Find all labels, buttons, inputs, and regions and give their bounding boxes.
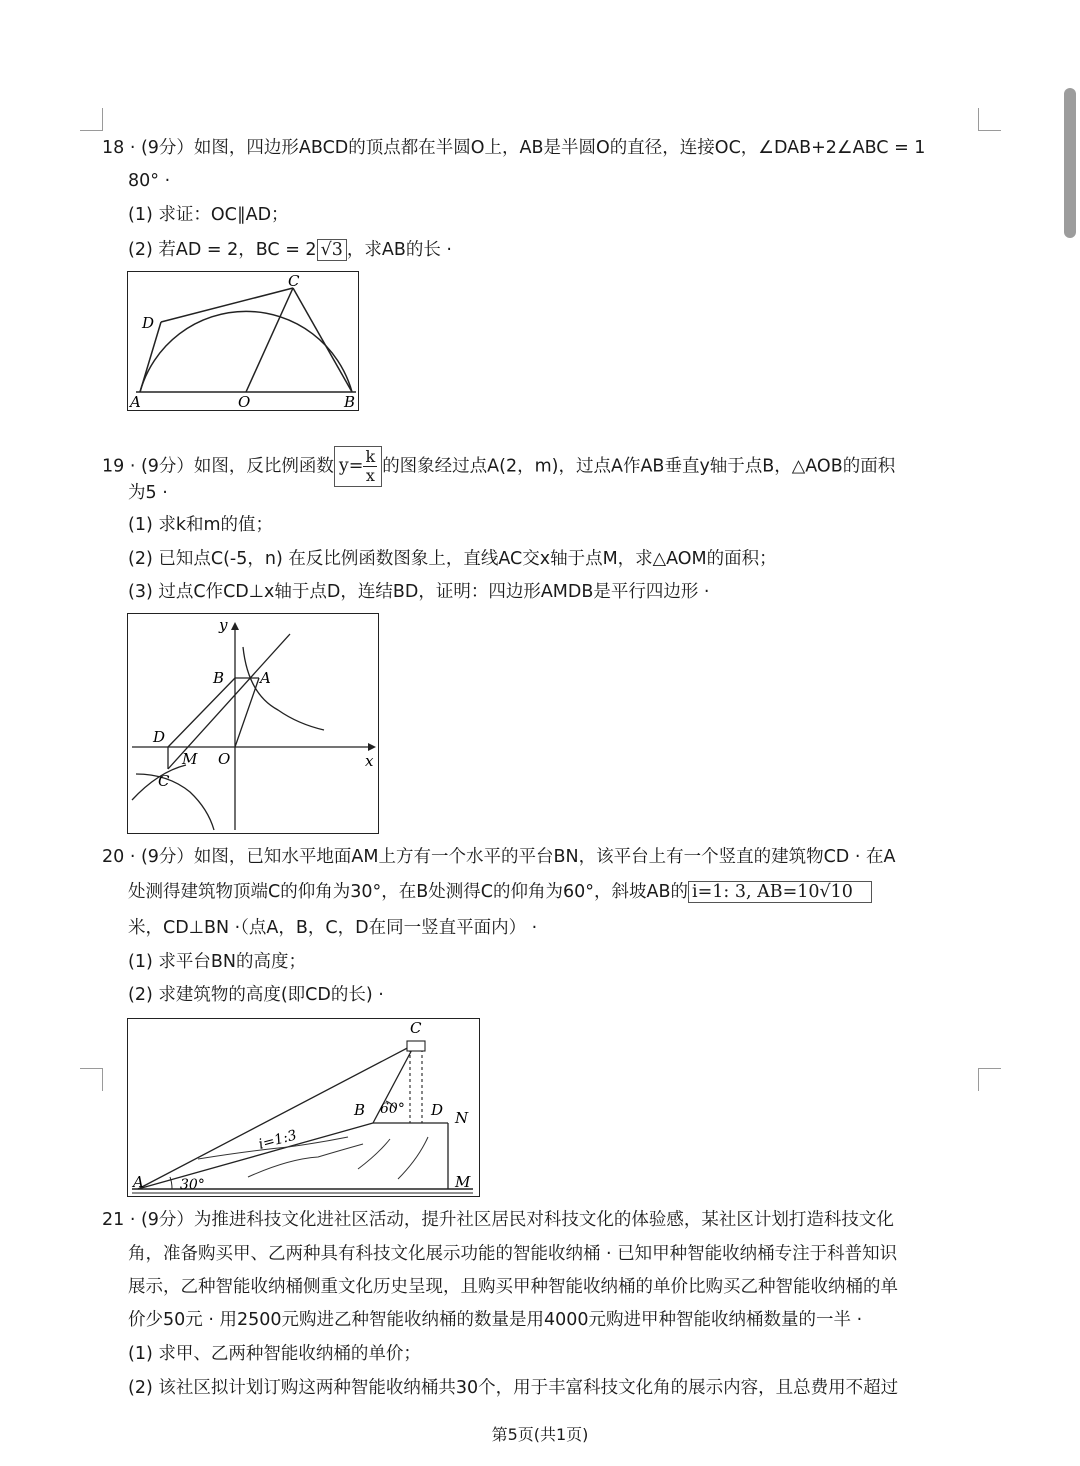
q18-label-a: A bbox=[130, 393, 141, 410]
q19-label-x: x bbox=[365, 752, 374, 770]
q21-line3: 展示，乙种智能收纳桶侧重文化历史呈现，且购买甲种智能收纳桶的单价比购买乙种智能收纳桶的单 bbox=[128, 1277, 898, 1297]
q20-label-d: D bbox=[431, 1101, 444, 1119]
q20-label-c: C bbox=[410, 1019, 422, 1037]
crop-mark-top-left bbox=[80, 108, 103, 131]
q19-sub1: (1) 求k和m的值； bbox=[128, 515, 274, 535]
q21-sub1: (1) 求甲、乙两种智能收纳桶的单价； bbox=[128, 1344, 421, 1364]
q20-figure bbox=[127, 1018, 480, 1197]
q20-label-angle30: 30° bbox=[180, 1177, 205, 1193]
q20-label-angle60: 60° bbox=[380, 1101, 405, 1117]
q20-line3: 米，CD⊥BN ·（点A，B，C，D在同一竖直平面内） · bbox=[128, 918, 538, 938]
q20-label-m: M bbox=[455, 1173, 471, 1191]
q19-label-d: D bbox=[153, 728, 166, 746]
q20-line2 bbox=[128, 880, 872, 904]
q19-line1 bbox=[102, 446, 895, 487]
q19-label-c: C bbox=[158, 772, 170, 790]
q18-figure bbox=[127, 271, 359, 411]
q18-sub2 bbox=[128, 238, 452, 262]
q21-line4: 价少50元 · 用2500元购进乙种智能收纳桶的数量是用4000元购进甲种智能收纳桶数量的一半 · bbox=[128, 1310, 863, 1330]
q20-sub2: (2) 求建筑物的高度(即CD的长) · bbox=[128, 985, 384, 1005]
q21-line1: 21 · (9分）为推进科技文化进社区活动，提升社区居民对科技文化的体验感，某社区计划打造科技文化 bbox=[102, 1210, 894, 1230]
crop-mark-bottom-right bbox=[978, 1068, 1001, 1091]
q21-sub2: (2) 该社区拟计划订购这两种智能收纳桶共30个，用于丰富科技文化角的展示内容，且总费用不超过 bbox=[128, 1378, 899, 1398]
q20-label-b: B bbox=[354, 1101, 366, 1119]
q18-sub2-pre: (2) 若AD = 2，BC = 2 bbox=[128, 240, 317, 260]
q21-line2: 角，准备购买甲、乙两种具有科技文化展示功能的智能收纳桶 · 已知甲种智能收纳桶专注于科普知识 bbox=[128, 1244, 898, 1264]
q20-line2-pre: 处测得建筑物顶端C的仰角为30°，在B处测得C的仰角为60°，斜坡AB的 bbox=[128, 882, 688, 902]
q18-label-c: C bbox=[288, 272, 300, 290]
q19-function-formula bbox=[334, 446, 382, 487]
q19-line1-pre: 19 · (9分）如图，反比例函数 bbox=[102, 456, 334, 477]
q18-sqrt3-formula: √3 bbox=[317, 239, 347, 261]
q20-label-slope: i=1:3 bbox=[256, 1127, 299, 1153]
page-footer: 第5页(共1页) bbox=[491, 1425, 589, 1444]
q19-label-m: M bbox=[182, 750, 198, 768]
q20-slope-formula: i=1: 3, AB=10√10 bbox=[688, 881, 872, 903]
q20-label-n: N bbox=[455, 1109, 469, 1127]
q19-label-b: B bbox=[213, 669, 225, 687]
q19-func-frac bbox=[363, 448, 377, 485]
q20-sub1: (1) 求平台BN的高度； bbox=[128, 952, 306, 972]
q19-label-y: y bbox=[219, 616, 228, 634]
q19-func-lhs: y= bbox=[338, 456, 364, 476]
q19-func-den: x bbox=[365, 466, 375, 485]
q19-figure bbox=[127, 613, 379, 834]
q18-label-o: O bbox=[238, 393, 251, 410]
q18-label-d: D bbox=[142, 314, 155, 332]
q19-line2: 为5 · bbox=[128, 483, 168, 503]
q18-line1: 18 · (9分）如图，四边形ABCD的顶点都在半圆O上，AB是半圆O的直径，连接OC，∠DAB+2∠ABC = 1 bbox=[102, 138, 926, 158]
q19-line1-post: 的图象经过点A(2，m)，过点A作AB垂直y轴于点B，△AOB的面积 bbox=[382, 456, 896, 477]
q19-func-num: k bbox=[365, 447, 376, 466]
q19-sub3: (3) 过点C作CD⊥x轴于点D，连结BD，证明：四边形AMDB是平行四边形 · bbox=[128, 582, 710, 602]
vertical-scrollbar[interactable] bbox=[1064, 88, 1076, 238]
q19-label-o: O bbox=[218, 750, 231, 768]
q18-line2: 80° · bbox=[128, 171, 171, 191]
q19-label-a: A bbox=[260, 669, 271, 687]
crop-mark-bottom-left bbox=[80, 1068, 103, 1091]
q19-sub2: (2) 已知点C(-5，n) 在反比例函数图象上，直线AC交x轴于点M，求△AOM的面积； bbox=[128, 549, 777, 569]
q20-label-a: A bbox=[133, 1173, 144, 1191]
q18-label-b: B bbox=[344, 393, 356, 410]
q18-sub2-post: ，求AB的长 · bbox=[346, 240, 452, 260]
crop-mark-top-right bbox=[978, 108, 1001, 131]
q20-line1: 20 · (9分）如图，已知水平地面AM上方有一个水平的平台BN，该平台上有一个竖直的建筑物CD · 在A bbox=[102, 847, 896, 867]
q18-sub1: (1) 求证：OC∥AD； bbox=[128, 205, 289, 225]
